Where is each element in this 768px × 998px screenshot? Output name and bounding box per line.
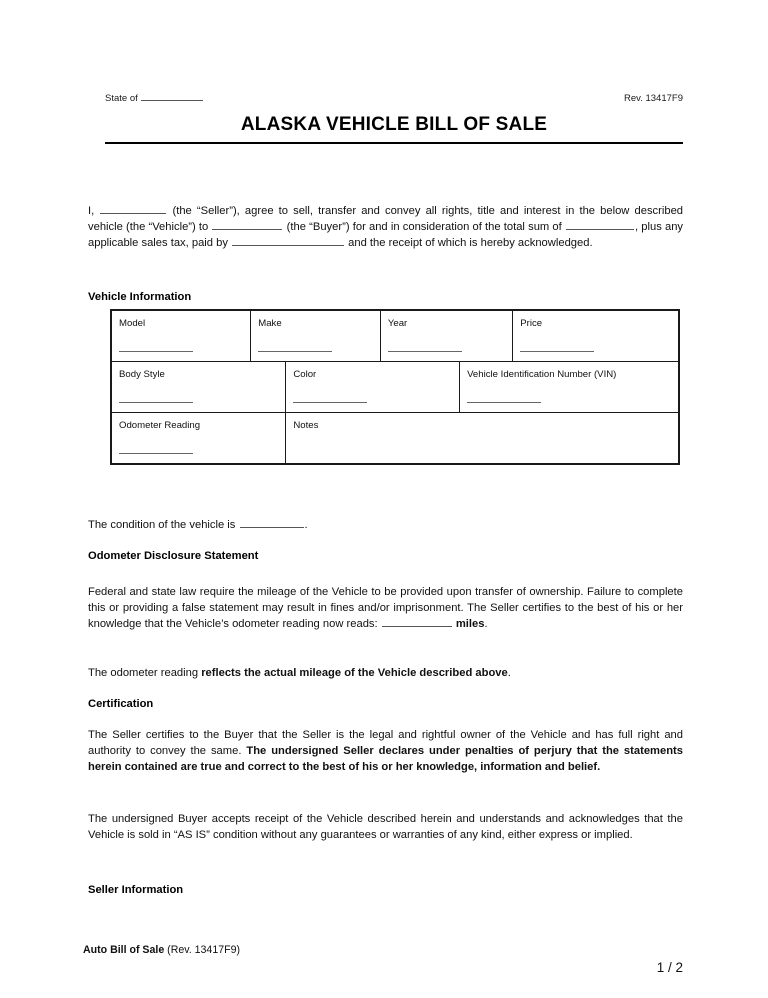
page-title: ALASKA VEHICLE BILL OF SALE xyxy=(240,114,548,135)
vehicle-condition-line xyxy=(88,517,683,533)
table-cell-vin xyxy=(460,362,678,412)
table-cell-model xyxy=(112,311,251,361)
table-cell-make xyxy=(251,311,381,361)
footer-document-name xyxy=(83,944,240,956)
certification-paragraph-2: The undersigned Buyer accepts receipt of the Vehicle described herein and understands and acknowledges that the Vehicle is sold in “AS IS” condition without any guarantees or warranties of any kind, either express or implied. xyxy=(88,813,683,842)
reflects-period: . xyxy=(507,667,511,679)
cell-label: Price xyxy=(520,318,543,329)
cell-label: Odometer Reading xyxy=(119,420,201,431)
table-cell-odometer-reading xyxy=(112,413,286,463)
cell-label: Year xyxy=(387,318,408,329)
vehicle-information-heading: Vehicle Information xyxy=(88,291,192,303)
condition-text: The condition of the vehicle is xyxy=(88,519,236,531)
cell-blank-line xyxy=(258,351,332,352)
odometer-reading-blank xyxy=(382,616,452,627)
page-number: 1 / 2 xyxy=(656,960,683,975)
condition-period: . xyxy=(304,519,308,531)
condition-blank xyxy=(240,517,304,528)
odometer-disclosure-paragraph xyxy=(88,584,683,633)
table-row xyxy=(112,311,678,362)
cell-blank-line xyxy=(293,402,367,403)
cell-blank-line xyxy=(119,402,193,403)
reflects-text-bold: reflects the actual mileage of the Vehicle described above xyxy=(201,667,508,679)
footer-title: Auto Bill of Sale xyxy=(83,944,165,956)
table-cell-year xyxy=(381,311,513,361)
odometer-miles-label: miles xyxy=(455,618,485,631)
cell-blank-line xyxy=(467,402,541,403)
footer-revision: (Rev. 13417F9) xyxy=(164,944,240,956)
certification-plain-text: The Seller certifies to the Buyer that the Seller is the legal and rightful owner of the Vehicle and has full right and authority to convey the same. xyxy=(88,729,683,758)
table-row xyxy=(112,413,678,463)
buyer-name-blank xyxy=(212,219,282,230)
odometer-period: . xyxy=(484,618,488,631)
odometer-body-text: Federal and state law require the mileage of the Vehicle to be provided upon transfer of ownership. Failure to complete this or providing a false statement may result in fines and/or imprisonment. The Seller certifies to the best of his or her knowledge that the Vehicle’s odometer reading now reads: xyxy=(88,586,683,631)
certification-heading: Certification xyxy=(88,698,154,710)
revision-code: Rev. 13417F9 xyxy=(624,93,683,104)
cell-label: Make xyxy=(258,318,282,329)
certification-bold-text: The undersigned Seller declares under penalties of perjury that the statements herein contained are true and correct to the best of his or her knowledge, information and belief. xyxy=(88,745,684,774)
intro-text-d: , plus any applicable sales tax, paid by xyxy=(88,221,684,250)
cell-label: Body Style xyxy=(119,369,165,380)
odometer-disclosure-heading: Odometer Disclosure Statement xyxy=(88,550,259,562)
certification-paragraph-1 xyxy=(88,727,683,776)
reflects-text-a: The odometer reading xyxy=(88,667,202,679)
table-cell-price xyxy=(513,311,678,361)
cell-label: Vehicle Identification Number (VIN) xyxy=(467,369,617,380)
cell-blank-line xyxy=(520,351,594,352)
paid-by-blank xyxy=(232,235,344,246)
state-of-field xyxy=(105,90,204,104)
intro-text-c: (the “Buyer”) for and in consideration of the total sum of xyxy=(286,221,562,234)
title-divider xyxy=(105,142,683,144)
seller-information-heading: Seller Information xyxy=(88,884,184,896)
table-row xyxy=(112,362,678,413)
seller-name-blank xyxy=(100,203,166,214)
cell-blank-line xyxy=(119,351,193,352)
cell-blank-line xyxy=(119,453,193,454)
table-cell-body-style xyxy=(112,362,286,412)
state-blank-line xyxy=(141,90,203,101)
cell-label: Notes xyxy=(293,420,319,431)
vehicle-information-table xyxy=(110,309,680,465)
document-header xyxy=(105,90,683,104)
cell-blank-line xyxy=(388,351,462,352)
intro-text-e: and the receipt of which is hereby acknowledged. xyxy=(348,237,593,250)
cell-label: Color xyxy=(293,369,317,380)
intro-text-a: I, xyxy=(88,205,95,217)
intro-text-b: (the “Seller”), agree to sell, transfer and convey all rights, title and interest in the below described vehicle (the “Vehicle”) to xyxy=(88,205,684,234)
intro-paragraph xyxy=(88,203,683,252)
table-cell-color xyxy=(286,362,460,412)
state-of-label: State of xyxy=(105,93,138,104)
cell-label: Model xyxy=(119,318,146,329)
table-cell-notes xyxy=(286,413,678,463)
total-sum-blank xyxy=(566,219,634,230)
odometer-reflects-line xyxy=(88,665,683,681)
